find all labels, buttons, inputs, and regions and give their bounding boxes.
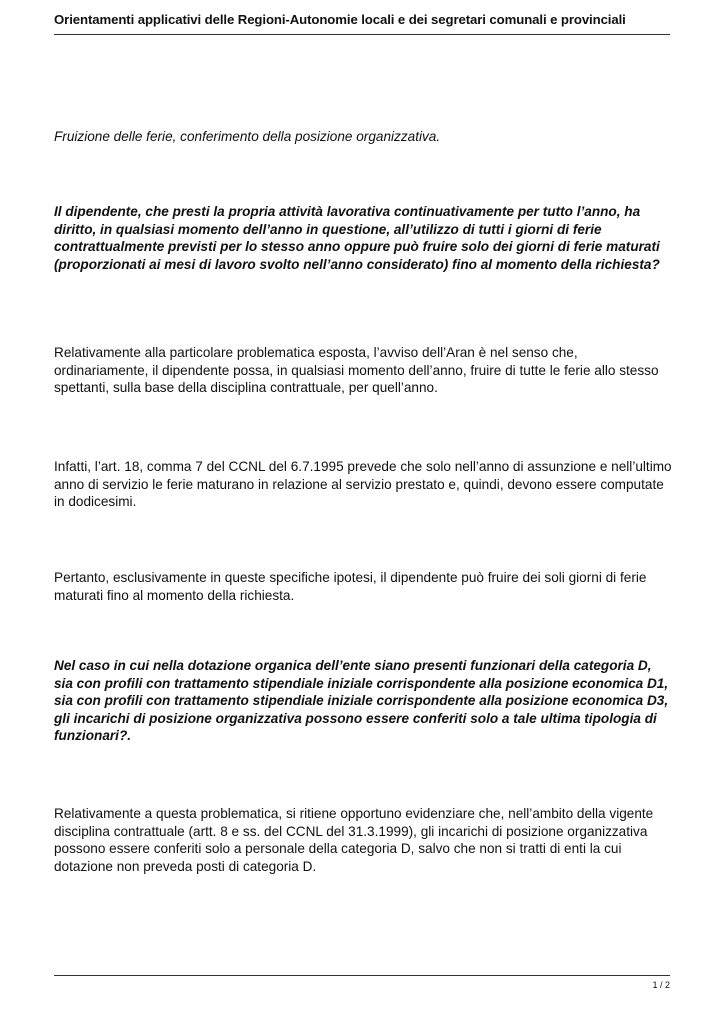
question-2: Nel caso in cui nella dotazione organica dell’ente siano presenti funzionari della categoria D, sia con profili con trattamento stipendiale iniziale corrispondente alla posizione economica D1, sia con profili con trattamento stipendiale iniziale corrispondente alla posizione economica D3, gli incarichi di posizione organizzativa possono essere conferiti solo a tale ultima tipologia di funzionari?.	[54, 658, 669, 743]
running-header-title: Orientamenti applicativi delle Regioni-Autonomie locali e dei segretari comunali e provinciali	[54, 12, 626, 27]
page-number: 1 / 2	[652, 980, 670, 990]
answer-1-paragraph-3: Pertanto, esclusivamente in queste specifiche ipotesi, il dipendente può fruire dei soli giorni di ferie maturati fino al momento della richiesta.	[54, 570, 647, 603]
answer-2-paragraph-1: Relativamente a questa problematica, si ritiene opportuno evidenziare che, nell’ambito della vigente disciplina contrattuale (artt. 8 e ss. del CCNL del 31.3.1999), gli incarichi di posizione organizzativa possono essere conferiti solo a personale della categoria D, salvo che non si tratti di enti la cui dotazione non preveda posti di categoria D.	[54, 806, 654, 874]
answer-1-paragraph-2: Infatti, l’art. 18, comma 7 del CCNL del 6.7.1995 prevede che solo nell’anno di assunzione e nell’ultimo anno di servizio le ferie maturano in relazione al servizio prestato e, quindi, devono essere computate in dodicesimi.	[54, 459, 672, 509]
question-1: Il dipendente, che presti la propria attività lavorativa continuativamente per tutto l’anno, ha diritto, in qualsiasi momento dell’anno in questione, all’utilizzo di tutti i giorni di ferie contrattualmente previsti per lo stesso anno oppure può fruire solo dei giorni di ferie maturati (proporzionati ai mesi di lavoro svolto nell’anno considerato) fino al momento della richiesta?	[54, 204, 660, 272]
footer-divider	[54, 975, 670, 976]
header-divider	[54, 34, 670, 35]
answer-1-paragraph-1: Relativamente alla particolare problematica esposta, l’avviso dell’Aran è nel senso che, ordinariamente, il dipendente possa, in qualsiasi momento dell’anno, fruire di tutte le ferie allo stesso spettanti, sulla base della disciplina contrattuale, per quell’anno.	[54, 345, 659, 395]
document-subject: Fruizione delle ferie, conferimento della posizione organizzativa.	[54, 129, 441, 144]
